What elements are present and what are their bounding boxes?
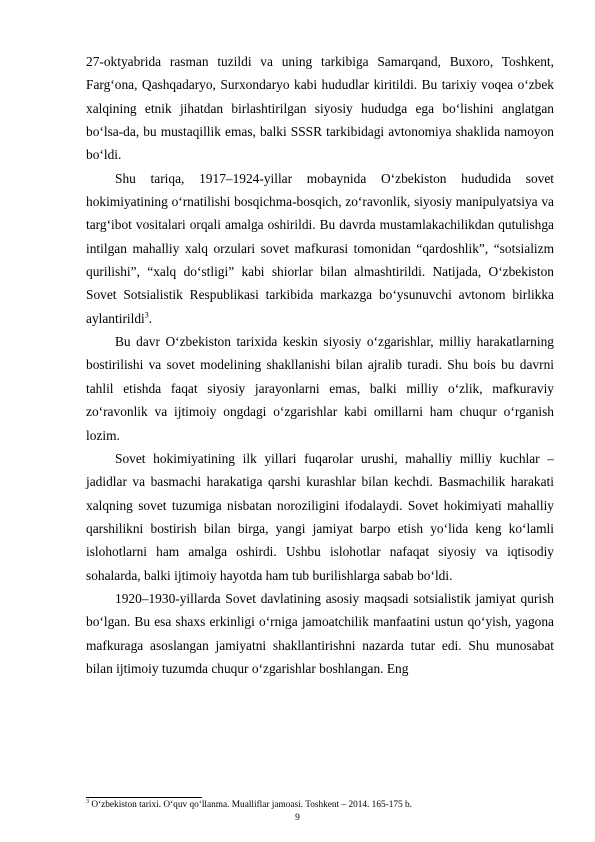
paragraph-4: Sovet hokimiyatining ilk yillari fuqarolar urushi, mahalliy milliy kuchlar – jadidlar va basmachi harakatiga qarshi kurashlar bilan kechdi. Basmachilik harakati xalqning sovet tuzumiga nisbatan noroziligini ifodalaydi. Sovet hokimiyati mahalliy qarshilikni bostirish bilan birga, yangi jamiyat barpo etish yo‘lida keng ko‘lamli islohotlarni ham amalga oshirdi. Ushbu islohotlar nafaqat siyosiy va iqtisodiy sohalarda, balki ijtimoiy hayotda ham tub burilishlarga sabab bo‘ldi. <box>86 450 554 583</box>
footnote-text: O‘zbekiston tarixi. O‘quv qo‘llanma. Mualliflar jamoasi. Toshkent – 2014. 165-175 b. <box>91 800 412 810</box>
paragraph-2: Shu tariqa, 1917–1924-yillar mobaynida O‘zbekiston hududida sovet hokimiyatining o‘rnatilishi bosqichma-bosqich, zo‘ravonlik, siyosiy manipulyatsiya va targ‘ibot vositalari orqali amalga oshirildi. Bu davrda mustamlakachilikdan qutulishga intilgan mahalliy xalq orzulari sovet mafkurasi tomonidan “qardoshlik”, “sotsializm qurilishi”, “xalq do‘stligi” kabi shiorlar bilan almashtirildi. Natijada, O‘zbekiston Sovet Sotsialistik Respublikasi tarkibida markazga bo‘ysunuvchi avtonom birlikka aylantirildi$^3$. <box>86 170 554 326</box>
footnote-marker: 3 <box>86 798 89 805</box>
paragraph-3: Bu davr O‘zbekiston tarixida keskin siyosiy o‘zgarishlar, milliy harakatlarning bostirilishi va sovet modelining shakllanishi bilan ajralib turadi. Shu bois bu davrni tahlil etishda faqat siyosiy jarayonlarni emas, balki milliy o‘zlik, mafkuraviy zo‘ravonlik va ijtimoiy ongdagi o‘zgarishlar kabi omillarni ham chuqur o‘rganish lozim. <box>86 334 554 443</box>
paragraph-2-text: Shu tariqa, 1917–1924-yillar mobaynida O‘zbekiston hududida sovet hokimiyatining o‘rnatilishi bosqichma-bosqich, zo‘ravonlik, siyosiy manipulyatsiya va targ‘ibot vositalari orqali amalga oshirildi. Bu davrda mustamlakachilikdan qutulishga intilgan mahalliy xalq orzulari sovet mafkurasi tomonidan “qardoshlik”, “sotsializm qurilishi”, “xalq do‘stligi” kabi shiorlar bilan almashtirildi. Natijada, O‘zbekiston Sovet Sotsialistik Respublikasi tarkibida markazga bo‘ysunuvchi avtonom birlikka aylantirildi <box>86 170 554 326</box>
body-text <box>86 50 554 680</box>
page-number: 9 <box>295 813 300 823</box>
paragraph-5: 1920–1930-yillarda Sovet davlatining asosiy maqsadi sotsialistik jamiyat qurish bo‘lgan. Bu esa shaxs erkinligi o‘rniga jamoatchilik manfaatini ustun qo‘yish, yagona mafkuraga asoslangan jamiyatni shakllantirishni nazarda tutar edi. Shu munosabat bilan ijtimoiy tuzumda chuqur o‘zgarishlar boshlangan. Eng <box>86 590 554 676</box>
paragraph-1: 27-oktyabrida rasman tuzildi va uning tarkibiga Samarqand, Buxoro, Toshkent, Farg‘ona, Qashqadaryo, Surxondaryo kabi hududlar kiritildi. Bu tarixiy voqea o‘zbek xalqining etnik jihatdan birlashtirilgan siyosiy hududga ega bo‘lishini anglatgan bo‘lsa-da, bu mustaqillik emas, balki SSSR tarkibidagi avtonomiya shaklida namoyon bo‘ldi. <box>86 54 554 163</box>
footnote <box>86 799 556 811</box>
footnote-separator <box>86 797 202 798</box>
footnote-reference[interactable]: 3 <box>144 310 149 320</box>
